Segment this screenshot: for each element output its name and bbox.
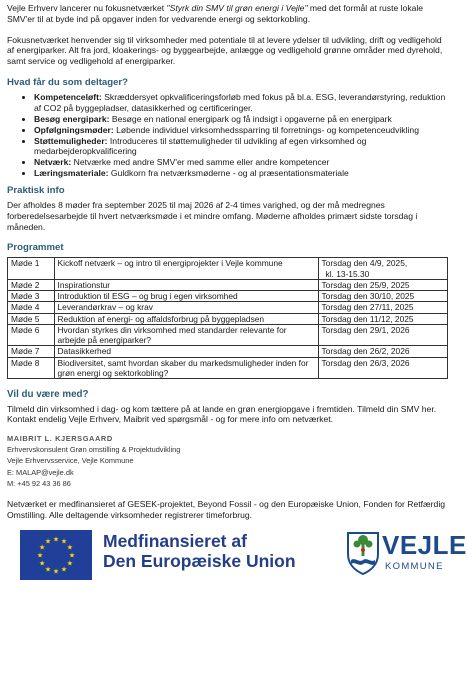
topic-cell: Biodiversitet, samt hvordan skaber du markedsmuligheder inden for grøn energi og sektorkobling? bbox=[54, 357, 318, 379]
practical-heading: Praktisk info bbox=[7, 184, 65, 196]
table-row bbox=[8, 302, 448, 313]
contact-email[interactable]: E: MALAP@vejle.dk bbox=[7, 467, 74, 477]
date-cell: Torsdag den 30/10, 2025 bbox=[318, 291, 448, 302]
svg-text:★: ★ bbox=[38, 543, 46, 552]
intro-paragraph bbox=[7, 3, 448, 25]
svg-text:★: ★ bbox=[38, 559, 46, 568]
contact-text: Kontakt endelig Vejle Erhverv, Maibrit ved spørgsmål - og for mere info om netværket. bbox=[7, 414, 334, 425]
cta-text: Tilmeld din virksomhed i dag- og kom tættere på at lande en grøn energiopgave i fremtiden. Tilmeld din SMV her. bbox=[7, 403, 437, 414]
contact-phone[interactable]: M: +45 92 43 36 86 bbox=[7, 478, 71, 488]
topic-cell: Introduktion til ESG – og brug i egen virksomhed bbox=[54, 291, 318, 302]
benefit-item: • Læringsmateriale: Guldkorn fra netværksmøderne - og al præsentationsmateriale bbox=[34, 168, 448, 179]
benefit-item: • Kompetenceløft: Skræddersyet opkvalificeringsforløb med fokus på bl.a. ESG, leverandørstyring, reduktion af CO2 på byggepladser, datasikkerhed og certificeringer. bbox=[34, 92, 448, 114]
svg-text:★: ★ bbox=[52, 535, 60, 544]
date-cell: Torsdag den 26/3, 2026 bbox=[318, 357, 448, 379]
topic-cell: Reduktion af energi- og affaldsforbrug på byggepladsen bbox=[54, 313, 318, 324]
table-row bbox=[8, 357, 448, 379]
benefit-item: • Opfølgningsmøder: Løbende individuel virksomhedssparring til forretnings- og kompetenceudvikling bbox=[34, 125, 448, 136]
svg-text:★: ★ bbox=[66, 559, 74, 568]
table-row bbox=[8, 324, 448, 346]
program-name: "Styrk din SMV til grøn energi i Vejle" bbox=[166, 3, 308, 13]
svg-text:★: ★ bbox=[44, 538, 52, 547]
svg-text:★: ★ bbox=[52, 567, 60, 576]
meeting-cell: Møde 3 bbox=[8, 291, 55, 302]
intro-text-end: med det formål at ruste lokale SMV'er til at byde ind på opgaver inden for vedvarende energi og sektorkobling. bbox=[7, 3, 424, 24]
topic-cell: Inspirationstur bbox=[54, 279, 318, 290]
meeting-cell: Møde 5 bbox=[8, 313, 55, 324]
vejle-crest-icon bbox=[345, 530, 381, 576]
svg-text:★: ★ bbox=[60, 538, 68, 547]
topic-cell: Hvordan styrkes din virksomhed med standarder relevante for arbejde på energiparker? bbox=[54, 324, 318, 346]
date-cell: Torsdag den 26/2, 2026 bbox=[318, 346, 448, 357]
contact-org: Vejle Erhvervsservice, Vejle Kommune bbox=[7, 456, 134, 466]
table-row bbox=[8, 346, 448, 357]
table-row bbox=[8, 313, 448, 324]
cta-heading: Vil du være med? bbox=[7, 389, 89, 401]
topic-cell: Datasikkerhed bbox=[54, 346, 318, 357]
date-cell: Torsdag den 11/12, 2025 bbox=[318, 313, 448, 324]
date-cell: Torsdag den 4/9, 2025, kl. 13-15.30 bbox=[318, 258, 448, 280]
benefits-list bbox=[7, 92, 448, 179]
meeting-cell: Møde 1 bbox=[8, 258, 55, 280]
benefit-item: • Besøg energipark: Besøge en national energipark og få indsigt i opgaverne på en energipark bbox=[34, 114, 448, 125]
focus-paragraph: Fokusnetværket henvender sig til virksomheder med potentiale til at levere ydelser til udvikling, drift og vedligehold af energiparker. Alt fra jord, kloakerings- og byggearbejde, anlægge og vedligehold grønne områder med dyrehold, samt service og vedligehold af energiparker. bbox=[7, 34, 443, 67]
vejle-logo-sub: KOMMUNE bbox=[385, 561, 444, 573]
contact-block bbox=[7, 433, 448, 489]
date-cell: Torsdag den 25/9, 2025 bbox=[318, 279, 448, 290]
svg-text:★: ★ bbox=[44, 565, 52, 574]
eu-flag-icon bbox=[20, 530, 92, 580]
benefit-item: • Støttemuligheder: Introduceres til støttemuligheder til udvikling af egen virksomhed og medarbejderopkvalificering bbox=[34, 136, 448, 158]
meeting-cell: Møde 2 bbox=[8, 279, 55, 290]
table-row bbox=[8, 291, 448, 302]
vejle-logo-name: VEJLE bbox=[382, 530, 467, 561]
contact-name: MAIBRIT L. KJERSGAARD bbox=[7, 434, 113, 444]
eu-cofinanced-label: Medfinansieret af Den Europæiske Union bbox=[103, 531, 296, 572]
svg-text:★: ★ bbox=[66, 543, 74, 552]
date-cell: Torsdag den 29/1, 2026 bbox=[318, 324, 448, 346]
meeting-cell: Møde 6 bbox=[8, 324, 55, 346]
date-cell: Torsdag den 27/11, 2025 bbox=[318, 302, 448, 313]
practical-text: Der afholdes 8 møder fra september 2025 til maj 2026 af 2-4 times varighed, og der må medregnes forberedelsesarbejde til hvert netværksmøde i et mindre omfang. Møderne afholdes primært sidste torsdag i måneden. bbox=[7, 199, 418, 232]
benefit-item: • Netværk: Netværke med andre SMV'er med samme eller andre kompetencer bbox=[34, 157, 448, 168]
meeting-cell: Møde 7 bbox=[8, 346, 55, 357]
svg-text:★: ★ bbox=[60, 565, 68, 574]
table-row bbox=[8, 279, 448, 290]
contact-title: Erhvervskonsulent Grøn omstilling & Projektudvikling bbox=[7, 445, 181, 455]
program-table bbox=[7, 257, 448, 379]
funding-text: Netværket er medfinansieret af GESEK-projektet, Beyond Fossil - og den Europæiske Union, Fonden for Retfærdig Omstilling. Alle deltagende virksomheder registrerer timeforbrug. bbox=[7, 498, 446, 520]
intro-text-start: Vejle Erhverv lancerer nu fokusnetværket bbox=[7, 3, 167, 13]
meeting-cell: Møde 4 bbox=[8, 302, 55, 313]
topic-cell: Kickoff netværk – og intro til energiprojekter i Vejle kommune bbox=[54, 258, 318, 280]
program-heading: Programmet bbox=[7, 242, 64, 254]
topic-cell: Leverandørkrav – og krav bbox=[54, 302, 318, 313]
logo-bar bbox=[7, 530, 467, 590]
svg-text:★: ★ bbox=[36, 551, 44, 560]
benefits-heading: Hvad får du som deltager? bbox=[7, 77, 129, 89]
meeting-cell: Møde 8 bbox=[8, 357, 55, 379]
svg-text:★: ★ bbox=[68, 551, 76, 560]
table-row bbox=[8, 258, 448, 280]
